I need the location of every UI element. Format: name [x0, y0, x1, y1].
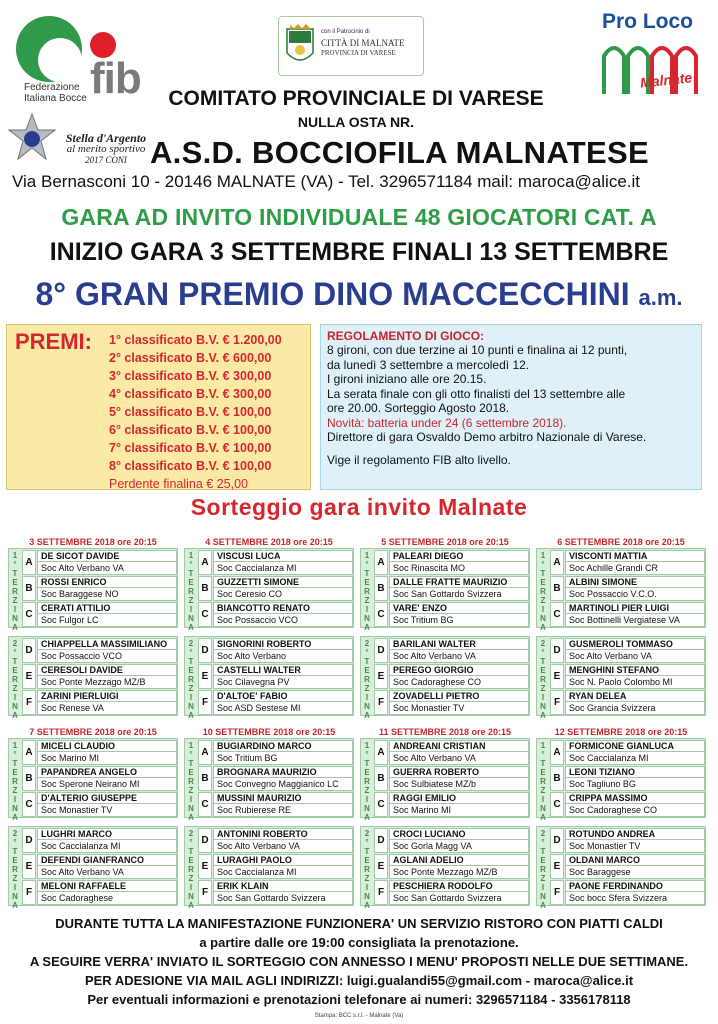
entry-player: ANTONINI ROBERTO: [213, 828, 353, 840]
draw-day-title: 5 SETTEMBRE 2018 ore 20:15: [381, 537, 509, 547]
second-terzina: [536, 636, 706, 720]
entry-letter: A: [198, 740, 212, 765]
entry-player: MENGHINI STEFANO: [565, 664, 705, 676]
entry-player: DE SICOT DAVIDE: [37, 550, 177, 562]
entry-player: ROSSI ENRICO: [37, 576, 177, 588]
first-terzina: [360, 738, 530, 822]
draw-entry: [198, 690, 353, 715]
entry-club: Soc Ponte Mezzago MZ/B: [37, 676, 177, 689]
draw-entry: [374, 740, 529, 765]
entry-club: Soc Possaccio VCO: [37, 650, 177, 663]
draw-entry: [374, 602, 529, 627]
rules-director: Direttore di gara Osvaldo Demo arbitro Nazionale di Varese.: [327, 430, 647, 444]
footer-line: DURANTE TUTTA LA MANIFESTAZIONE FUNZIONERA' UN SERVIZIO RISTORO CON PIATTI CALDI: [55, 916, 663, 931]
entry-player: DEFENDI GIANFRANCO: [37, 854, 177, 866]
first-terzina: [184, 548, 354, 632]
draw-entry: [374, 854, 529, 879]
entry-player: CHIAPPELLA MASSIMILIANO: [37, 638, 177, 650]
draw-entry: [198, 576, 353, 601]
terzina-label: 1 ° T E R Z I N A: [364, 551, 370, 632]
terzina-label: 2 ° T E R Z I N A: [540, 639, 546, 720]
draw-entry: [198, 740, 353, 765]
first-terzina: [184, 738, 354, 822]
entry-letter: C: [198, 792, 212, 817]
entry-club: Soc San Gottardo Svizzera: [389, 588, 529, 601]
fib-mark: fib: [90, 54, 141, 103]
draw-day-title: 12 SETTEMBRE 2018 ore 20:15: [554, 727, 688, 737]
event-title: [0, 276, 718, 313]
entry-letter: B: [374, 576, 388, 601]
entry-letter: E: [374, 664, 388, 689]
first-terzina: [360, 548, 530, 632]
draw-entry: [198, 602, 353, 627]
first-terzina: [8, 548, 178, 632]
rules-box: [320, 324, 702, 490]
rules-novelty: Novità: batteria under 24 (6 settembre 2018).: [327, 415, 567, 430]
coni-star-icon: [8, 112, 56, 162]
fib-caption: Federazione Italiana Bocce: [24, 82, 87, 104]
entry-player: DALLE FRATTE MAURIZIO: [389, 576, 529, 588]
entry-club: Soc Baraggese: [565, 866, 705, 879]
entry-letter: F: [198, 690, 212, 715]
entry-club: Soc Caccialanza MI: [565, 752, 705, 765]
entry-player: PAONE FERDINANDO: [565, 880, 705, 892]
draw-entry: [550, 792, 705, 817]
entry-player: PESCHIERA RODOLFO: [389, 880, 529, 892]
draw-day-title: 4 SETTEMBRE 2018 ore 20:15: [205, 537, 333, 547]
draw-entry: [550, 638, 705, 663]
terzina-label: 1 ° T E R Z I N A: [540, 741, 546, 822]
fib-logo: [10, 12, 160, 112]
stella-line1: Stella d'Argento: [65, 131, 147, 145]
entry-player: CERATI ATTILIO: [37, 602, 177, 614]
draw-entry: [198, 828, 353, 853]
entry-letter: A: [22, 740, 36, 765]
entry-player: FORMICONE GIANLUCA: [565, 740, 705, 752]
event-title-suffix: a.m.: [638, 285, 683, 310]
entry-player: MUSSINI MAURIZIO: [213, 792, 353, 804]
entry-letter: F: [198, 880, 212, 905]
entry-club: Soc Monastier TV: [389, 702, 529, 715]
proloco-subtitle: Malnate: [639, 69, 693, 91]
fib-green-ball-icon: [16, 16, 82, 82]
terzina-label: 2 ° T E R Z I N A: [188, 829, 194, 910]
draw-entry: [22, 792, 177, 817]
draw-entry: [374, 690, 529, 715]
entry-club: Soc Bottinelli Vergiatese VA: [565, 614, 705, 627]
proloco-title: Pro Loco: [602, 10, 694, 33]
patronage-province: PROVINCIA DI VARESE: [321, 49, 396, 57]
draw-entry: [550, 880, 705, 905]
footer-line: a partire dalle ore 19:00 consigliata la prenotazione.: [199, 935, 519, 950]
entry-letter: A: [550, 550, 564, 575]
entry-club: Soc Grancia Svizzera: [565, 702, 705, 715]
entry-letter: A: [550, 740, 564, 765]
entry-player: ERIK KLAIN: [213, 880, 353, 892]
entry-player: ZARINI PIERLUIGI: [37, 690, 177, 702]
entry-letter: F: [22, 880, 36, 905]
draw-entry: [550, 550, 705, 575]
entry-letter: C: [374, 602, 388, 627]
draw-entry: [374, 828, 529, 853]
terzina-label: 1 ° T E R Z I N A: [12, 551, 18, 632]
draw-entry: [198, 854, 353, 879]
comitato-heading: COMITATO PROVINCIALE DI VARESE: [168, 87, 544, 110]
draw-entry: [374, 638, 529, 663]
entry-club: Soc Cilavegna PV: [213, 676, 353, 689]
poster-header: [0, 0, 718, 200]
entry-player: BARILANI WALTER: [389, 638, 529, 650]
draw-day: [8, 726, 178, 912]
entry-player: MELONI RAFFAELE: [37, 880, 177, 892]
draw-entry: [22, 550, 177, 575]
entry-club: Soc Caccialanza MI: [213, 866, 353, 879]
prizes-title: PREMI:: [15, 329, 92, 354]
second-terzina: [184, 826, 354, 910]
prizes-box: [6, 324, 311, 490]
patronage-city: CITTÀ DI MALNATE: [321, 38, 405, 48]
entry-club: Soc Cadoraghese: [37, 892, 177, 905]
entry-player: CROCI LUCIANO: [389, 828, 529, 840]
terzina-label: 2 ° T E R Z I N A: [188, 639, 194, 720]
draw-entry: [550, 828, 705, 853]
prize-item: 4° classificato B.V. € 300,00: [109, 387, 272, 401]
city-crest-icon: [285, 23, 315, 69]
entry-player: D'ALTOE' FABIO: [213, 690, 353, 702]
entry-player: VISCONTI MATTIA: [565, 550, 705, 562]
entry-club: Soc Cadoraghese CO: [565, 804, 705, 817]
entry-letter: B: [198, 576, 212, 601]
draw-entry: [550, 740, 705, 765]
entry-letter: E: [550, 854, 564, 879]
draw-entry: [374, 576, 529, 601]
entry-club: Soc Alto Verbano VA: [389, 752, 529, 765]
entry-player: ZOVADELLI PIETRO: [389, 690, 529, 702]
entry-letter: D: [374, 828, 388, 853]
entry-club: Soc Sulbiatese MZ/b: [389, 778, 529, 791]
second-terzina: [360, 826, 530, 910]
draw-day: [360, 726, 530, 912]
entry-club: Soc Caccialanza MI: [37, 840, 177, 853]
entry-player: BUGIARDINO MARCO: [213, 740, 353, 752]
draw-entry: [550, 602, 705, 627]
entry-club: Soc Sperone Neirano MI: [37, 778, 177, 791]
entry-letter: F: [22, 690, 36, 715]
entry-player: ALBINI SIMONE: [565, 576, 705, 588]
stella-line2: al merito sportivo: [66, 143, 146, 155]
entry-club: Soc Alto Verbano VA: [37, 562, 177, 575]
draw-entry: [550, 690, 705, 715]
entry-player: LUGHRI MARCO: [37, 828, 177, 840]
terzina-label: 2 ° T E R Z I N A: [364, 829, 370, 910]
entry-letter: E: [198, 664, 212, 689]
entry-letter: B: [22, 576, 36, 601]
rules-title: REGOLAMENTO DI GIOCO:: [327, 329, 485, 343]
terzina-label: 1 ° T E R Z I N A: [188, 551, 194, 632]
stella-argento-text: [60, 133, 152, 166]
terzina-label: 2 ° T E R Z I N A: [12, 829, 18, 910]
entry-club: Soc Alto Verbano VA: [37, 866, 177, 879]
patronage-badge: [278, 16, 424, 76]
draw-entry: [374, 664, 529, 689]
draw-entry: [374, 880, 529, 905]
entry-letter: D: [550, 638, 564, 663]
entry-player: OLDANI MARCO: [565, 854, 705, 866]
draw-day: [184, 536, 354, 722]
entry-letter: D: [198, 638, 212, 663]
draw-entry: [198, 792, 353, 817]
entry-club: Soc Baraggese NO: [37, 588, 177, 601]
entry-letter: F: [550, 690, 564, 715]
entry-club: Soc Ponte Mezzago MZ/B: [389, 866, 529, 879]
entry-club: Soc Marino MI: [389, 804, 529, 817]
event-title-main: 8° GRAN PREMIO DINO MACCECCHINI: [35, 276, 630, 312]
second-terzina: [8, 826, 178, 910]
draw-day-title: 11 SETTEMBRE 2018 ore 20:15: [378, 727, 512, 737]
entry-letter: C: [550, 792, 564, 817]
draw-heading: Sorteggio gara invito Malnate: [190, 494, 528, 520]
entry-club: Soc Monastier TV: [565, 840, 705, 853]
entry-letter: E: [22, 664, 36, 689]
entry-player: LURAGHI PAOLO: [213, 854, 353, 866]
entry-letter: D: [550, 828, 564, 853]
entry-club: Soc Ceresio CO: [213, 588, 353, 601]
entry-player: LEONI TIZIANO: [565, 766, 705, 778]
draw-entry: [22, 828, 177, 853]
rules-line: La serata finale con gli otto finalisti del 13 settembre alle: [327, 386, 626, 401]
draw-entry: [550, 664, 705, 689]
entry-player: AGLANI ADELIO: [389, 854, 529, 866]
entry-player: GUZZETTI SIMONE: [213, 576, 353, 588]
first-terzina: [8, 738, 178, 822]
draw-entry: [374, 550, 529, 575]
footer-line: Per eventuali informazioni e prenotazioni telefonare ai numeri: 3296571184 - 3356178118: [87, 992, 631, 1007]
draw-day-title: 7 SETTEMBRE 2018 ore 20:15: [29, 727, 157, 737]
event-subtitle: GARA AD INVITO INDIVIDUALE 48 GIOCATORI CAT. A: [61, 204, 657, 230]
entry-player: GUSMEROLI TOMMASO: [565, 638, 705, 650]
entry-club: Soc Cadoraghese CO: [389, 676, 529, 689]
entry-letter: C: [198, 602, 212, 627]
rules-line: I gironi iniziano alle ore 20.15.: [327, 372, 487, 386]
draw-day: [536, 536, 706, 722]
draw-day-title: 6 SETTEMBRE 2018 ore 20:15: [557, 537, 685, 547]
entry-letter: C: [374, 792, 388, 817]
terzina-label: 2 ° T E R Z I N A: [12, 639, 18, 720]
entry-club: Soc Renese VA: [37, 702, 177, 715]
entry-letter: B: [198, 766, 212, 791]
draw-entry: [22, 638, 177, 663]
draw-entry: [198, 550, 353, 575]
entry-player: D'ALTERIO GIUSEPPE: [37, 792, 177, 804]
draw-entry: [22, 766, 177, 791]
draw-day-title: 3 SETTEMBRE 2018 ore 20:15: [29, 537, 157, 547]
entry-letter: E: [550, 664, 564, 689]
entry-letter: D: [22, 638, 36, 663]
draw-day-title: 10 SETTEMBRE 2018 ore 20:15: [202, 727, 336, 737]
draw-entry: [550, 766, 705, 791]
entry-player: CRIPPA MASSIMO: [565, 792, 705, 804]
stella-line3: 2017 CONI: [85, 155, 127, 165]
rules-line: da lunedì 3 settembre a mercoledì 12.: [327, 357, 530, 372]
draw-entry: [22, 880, 177, 905]
entry-player: PALEARI DIEGO: [389, 550, 529, 562]
entry-letter: F: [374, 690, 388, 715]
prize-item: 8° classificato B.V. € 100,00: [109, 459, 272, 473]
entry-club: Soc ASD Sestese MI: [213, 702, 353, 715]
entry-letter: E: [22, 854, 36, 879]
entry-letter: D: [22, 828, 36, 853]
entry-club: Soc N. Paolo Colombo MI: [565, 676, 705, 689]
prize-consolation: Perdente finalina € 25,00: [109, 477, 248, 491]
entry-club: Soc San Gottardo Svizzera: [213, 892, 353, 905]
entry-club: Soc Possaccio V.C.O.: [565, 588, 705, 601]
entry-club: Soc Fulgor LC: [37, 614, 177, 627]
event-dates: INIZIO GARA 3 SETTEMBRE FINALI 13 SETTEMBRE: [49, 238, 669, 266]
draw-entry: [374, 792, 529, 817]
draw-day: [8, 536, 178, 722]
entry-club: Soc Tagliuno BG: [565, 778, 705, 791]
prize-item: 3° classificato B.V. € 300,00: [109, 369, 272, 383]
entry-player: RYAN DELEA: [565, 690, 705, 702]
terzina-label: 1 ° T E R Z I N A: [540, 551, 546, 632]
entry-letter: C: [22, 792, 36, 817]
second-terzina: [536, 826, 706, 910]
entry-letter: F: [374, 880, 388, 905]
draw-day: [536, 726, 706, 912]
terzina-label: 1 ° T E R Z I N A: [188, 741, 194, 822]
entry-player: BIANCOTTO RENATO: [213, 602, 353, 614]
entry-letter: C: [22, 602, 36, 627]
first-terzina: [536, 548, 706, 632]
entry-player: ANDREANI CRISTIAN: [389, 740, 529, 752]
entry-club: Soc Rubierese RE: [213, 804, 353, 817]
prize-item: 6° classificato B.V. € 100,00: [109, 423, 272, 437]
entry-club: Soc Tritium BG: [389, 614, 529, 627]
entry-player: VISCUSI LUCA: [213, 550, 353, 562]
entry-letter: D: [374, 638, 388, 663]
entry-letter: B: [550, 576, 564, 601]
entry-letter: A: [374, 550, 388, 575]
draw-entry: [198, 664, 353, 689]
footer-info: [0, 914, 718, 1009]
entry-letter: A: [374, 740, 388, 765]
draw-day: [184, 726, 354, 912]
second-terzina: [8, 636, 178, 720]
entry-letter: B: [374, 766, 388, 791]
entry-player: ROTUNDO ANDREA: [565, 828, 705, 840]
entry-player: PAPANDREA ANGELO: [37, 766, 177, 778]
entry-player: MARTINOLI PIER LUIGI: [565, 602, 705, 614]
draw-entry: [550, 576, 705, 601]
draw-day: [360, 536, 530, 722]
club-address: Via Bernasconi 10 - 20146 MALNATE (VA) - Tel. 3296571184 mail: maroca@alice.it: [12, 172, 640, 191]
draw-entry: [22, 740, 177, 765]
entry-club: Soc bocc Sfera Svizzera: [565, 892, 705, 905]
entry-letter: E: [374, 854, 388, 879]
entry-player: RAGGI EMILIO: [389, 792, 529, 804]
prize-item: 5° classificato B.V. € 100,00: [109, 405, 272, 419]
entry-letter: A: [22, 550, 36, 575]
entry-club: Soc Alto Verbano VA: [213, 840, 353, 853]
footer-line: PER ADESIONE VIA MAIL AGLI INDIRIZZI: luigi.gualandi55@gmail.com - maroca@alice.it: [84, 973, 634, 988]
rules-line: ore 20.00. Sorteggio Agosto 2018.: [327, 401, 510, 415]
terzina-label: 2 ° T E R Z I N A: [364, 639, 370, 720]
entry-letter: C: [550, 602, 564, 627]
draw-entry: [198, 766, 353, 791]
prize-item: 1° classificato B.V. € 1.200,00: [109, 333, 282, 347]
second-terzina: [184, 636, 354, 720]
entry-letter: B: [550, 766, 564, 791]
entry-letter: B: [22, 766, 36, 791]
draw-entry: [374, 766, 529, 791]
draw-entry: [22, 576, 177, 601]
terzina-label: 1 ° T E R Z I N A: [12, 741, 18, 822]
entry-player: SIGNORINI ROBERTO: [213, 638, 353, 650]
nulla-osta: NULLA OSTA NR.: [297, 114, 415, 130]
entry-letter: A: [198, 550, 212, 575]
entry-player: MICELI CLAUDIO: [37, 740, 177, 752]
printer-credit: Stampa: BCC s.r.l. - Malnate (Va): [314, 1013, 404, 1019]
entry-club: Soc Gorla Magg VA: [389, 840, 529, 853]
entry-player: CASTELLI WALTER: [213, 664, 353, 676]
club-name: A.S.D. BOCCIOFILA MALNATESE: [150, 135, 649, 170]
entry-club: Soc Monastier TV: [37, 804, 177, 817]
entry-club: Soc Rinascita MO: [389, 562, 529, 575]
entry-letter: E: [198, 854, 212, 879]
first-terzina: [536, 738, 706, 822]
entry-player: CERESOLI DAVIDE: [37, 664, 177, 676]
draw-entry: [198, 880, 353, 905]
rules-regulation: Vige il regolamento FIB alto livello.: [327, 452, 511, 467]
entry-player: GUERRA ROBERTO: [389, 766, 529, 778]
entry-letter: D: [198, 828, 212, 853]
draw-entry: [22, 664, 177, 689]
patronage-line1: con il Patrocinio di: [321, 29, 370, 35]
draw-entry: [22, 854, 177, 879]
prizes-list: [109, 331, 309, 493]
entry-club: Soc Alto Verbano VA: [565, 650, 705, 663]
entry-player: BROGNARA MAURIZIO: [213, 766, 353, 778]
entry-letter: F: [550, 880, 564, 905]
entry-club: Soc Alto Verbano VA: [389, 650, 529, 663]
draw-entry: [22, 690, 177, 715]
entry-club: Soc Convegno Maggianico LC: [213, 778, 353, 791]
footer-line: A SEGUIRE VERRA' INVIATO IL SORTEGGIO CON ANNESSO I MENU' PROPOSTI NELLE DUE SETTIMANE.: [29, 954, 689, 969]
terzina-label: 1 ° T E R Z I N A: [364, 741, 370, 822]
entry-club: Soc Caccialanza MI: [213, 562, 353, 575]
draw-entry: [198, 638, 353, 663]
prize-item: 2° classificato B.V. € 600,00: [109, 351, 272, 365]
entry-club: Soc Alto Verbano: [213, 650, 353, 663]
entry-club: Soc Marino MI: [37, 752, 177, 765]
entry-player: PEREGO GIORGIO: [389, 664, 529, 676]
entry-club: Soc Possaccio VCO: [213, 614, 353, 627]
terzina-label: 2 ° T E R Z I N A: [540, 829, 546, 910]
entry-player: VARE' ENZO: [389, 602, 529, 614]
entry-club: Soc San Gottardo Svizzera: [389, 892, 529, 905]
second-terzina: [360, 636, 530, 720]
draw-entry: [550, 854, 705, 879]
prize-item: 7° classificato B.V. € 100,00: [109, 441, 272, 455]
entry-club: Soc Achille Grandi CR: [565, 562, 705, 575]
proloco-logo: [598, 10, 708, 100]
rules-line: 8 gironi, con due terzine ai 10 punti e finalina ai 12 punti,: [327, 343, 628, 357]
draw-entry: [22, 602, 177, 627]
entry-club: Soc Tritium BG: [213, 752, 353, 765]
